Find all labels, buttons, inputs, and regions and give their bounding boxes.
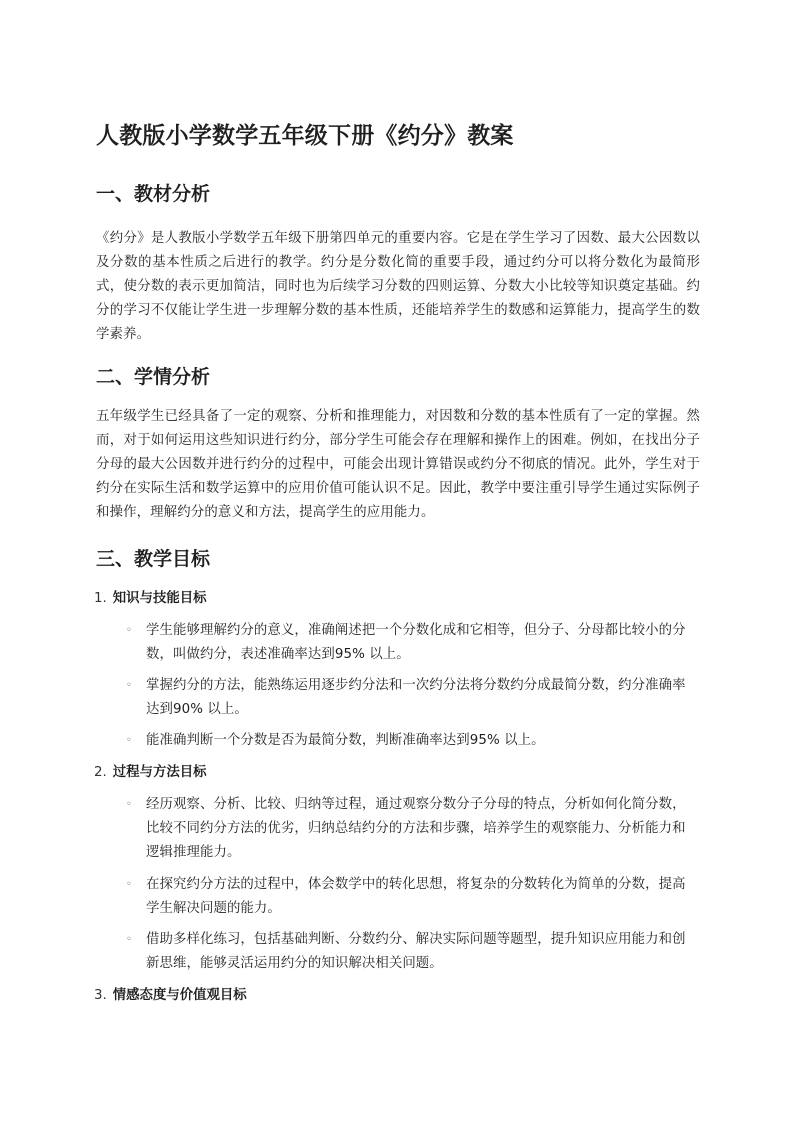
section-heading-student-analysis: 二、学情分析 — [96, 366, 211, 388]
section-heading-teaching-goals: 三、教学目标 — [96, 548, 211, 570]
goal-item-process-methods — [94, 762, 207, 784]
goal-item-knowledge-skills — [94, 588, 207, 610]
list-item — [126, 793, 692, 865]
goal-item-emotion-values — [94, 985, 247, 1007]
list-item — [126, 619, 692, 667]
list-item — [126, 729, 692, 753]
bullet-icon: ◦ — [126, 934, 132, 945]
list-item-text: 在探究约分方法的过程中，体会数学中的转化思想，将复杂的分数转化为简单的分数，提高学生解决问题的能力。 — [146, 877, 686, 916]
list-item-text: 借助多样化练习，包括基础判断、分数约分、解决实际问题等题型，提升知识应用能力和创新思维，能够灵活运用约分的知识解决相关问题。 — [146, 932, 686, 971]
bullet-icon: ◦ — [126, 680, 132, 691]
list-item-text: 掌握约分的方法，能熟练运用逐步约分法和一次约分法将分数约分成最简分数，约分准确率达到90% 以上。 — [146, 678, 686, 717]
list-item-text: 能准确判断一个分数是否为最简分数，判断准确率达到95% 以上。 — [146, 733, 545, 748]
document-title: 人教版小学数学五年级下册《约分》教案 — [96, 123, 514, 149]
list-item — [126, 928, 692, 976]
section-paragraph-student-analysis: 五年级学生已经具备了一定的观察、分析和推理能力，对因数和分数的基本性质有了一定的掌握。然而，对于如何运用这些知识进行约分，部分学生可能会存在理解和操作上的困难。例如，在找出分子分母的最大公因数并进行约分的过程中，可能会出现计算错误或约分不彻底的情况。此外，学生对于约分在实际生活和数学运算中的应用价值可能认识不足。因此，教学中要注重引导学生通过实际例子和操作，理解约分的意义和方法，提高学生的应用能力。 — [96, 409, 700, 520]
goal-label: 过程与方法目标 — [112, 765, 207, 780]
list-item — [126, 674, 692, 722]
goal-label: 情感态度与价值观目标 — [112, 988, 247, 1003]
goal-label: 知识与技能目标 — [112, 591, 207, 606]
list-item — [126, 873, 692, 921]
section-paragraph-textbook-analysis: 《约分》是人教版小学数学五年级下册第四单元的重要内容。它是在学生学习了因数、最大公因数以及分数的基本性质之后进行的教学。约分是分数化简的重要手段，通过约分可以将分数化为最简形式，使分数的表示更加简洁，同时也为后续学习分数的四则运算、分数大小比较等知识奠定基础。约分的学习不仅能让学生进一步理解分数的基本性质，还能培养学生的数感和运算能力，提高学生的数学素养。 — [96, 231, 700, 342]
bullet-icon: ◦ — [126, 879, 132, 890]
goal-number: 1. — [94, 591, 107, 606]
section-heading-textbook-analysis: 一、教材分析 — [96, 183, 211, 205]
goal-number: 2. — [94, 765, 107, 780]
bullet-icon: ◦ — [126, 625, 132, 636]
bullet-icon: ◦ — [126, 735, 132, 746]
list-item-text: 学生能够理解约分的意义，准确阐述把一个分数化成和它相等，但分子、分母都比较小的分数，叫做约分，表述准确率达到95% 以上。 — [146, 623, 686, 662]
list-item-text: 经历观察、分析、比较、归纳等过程，通过观察分数分子分母的特点，分析如何化简分数，比较不同约分方法的优劣，归纳总结约分的方法和步骤，培养学生的观察能力、分析能力和逻辑推理能力。 — [146, 797, 686, 860]
goal-number: 3. — [94, 988, 107, 1003]
bullet-icon: ◦ — [126, 799, 132, 810]
